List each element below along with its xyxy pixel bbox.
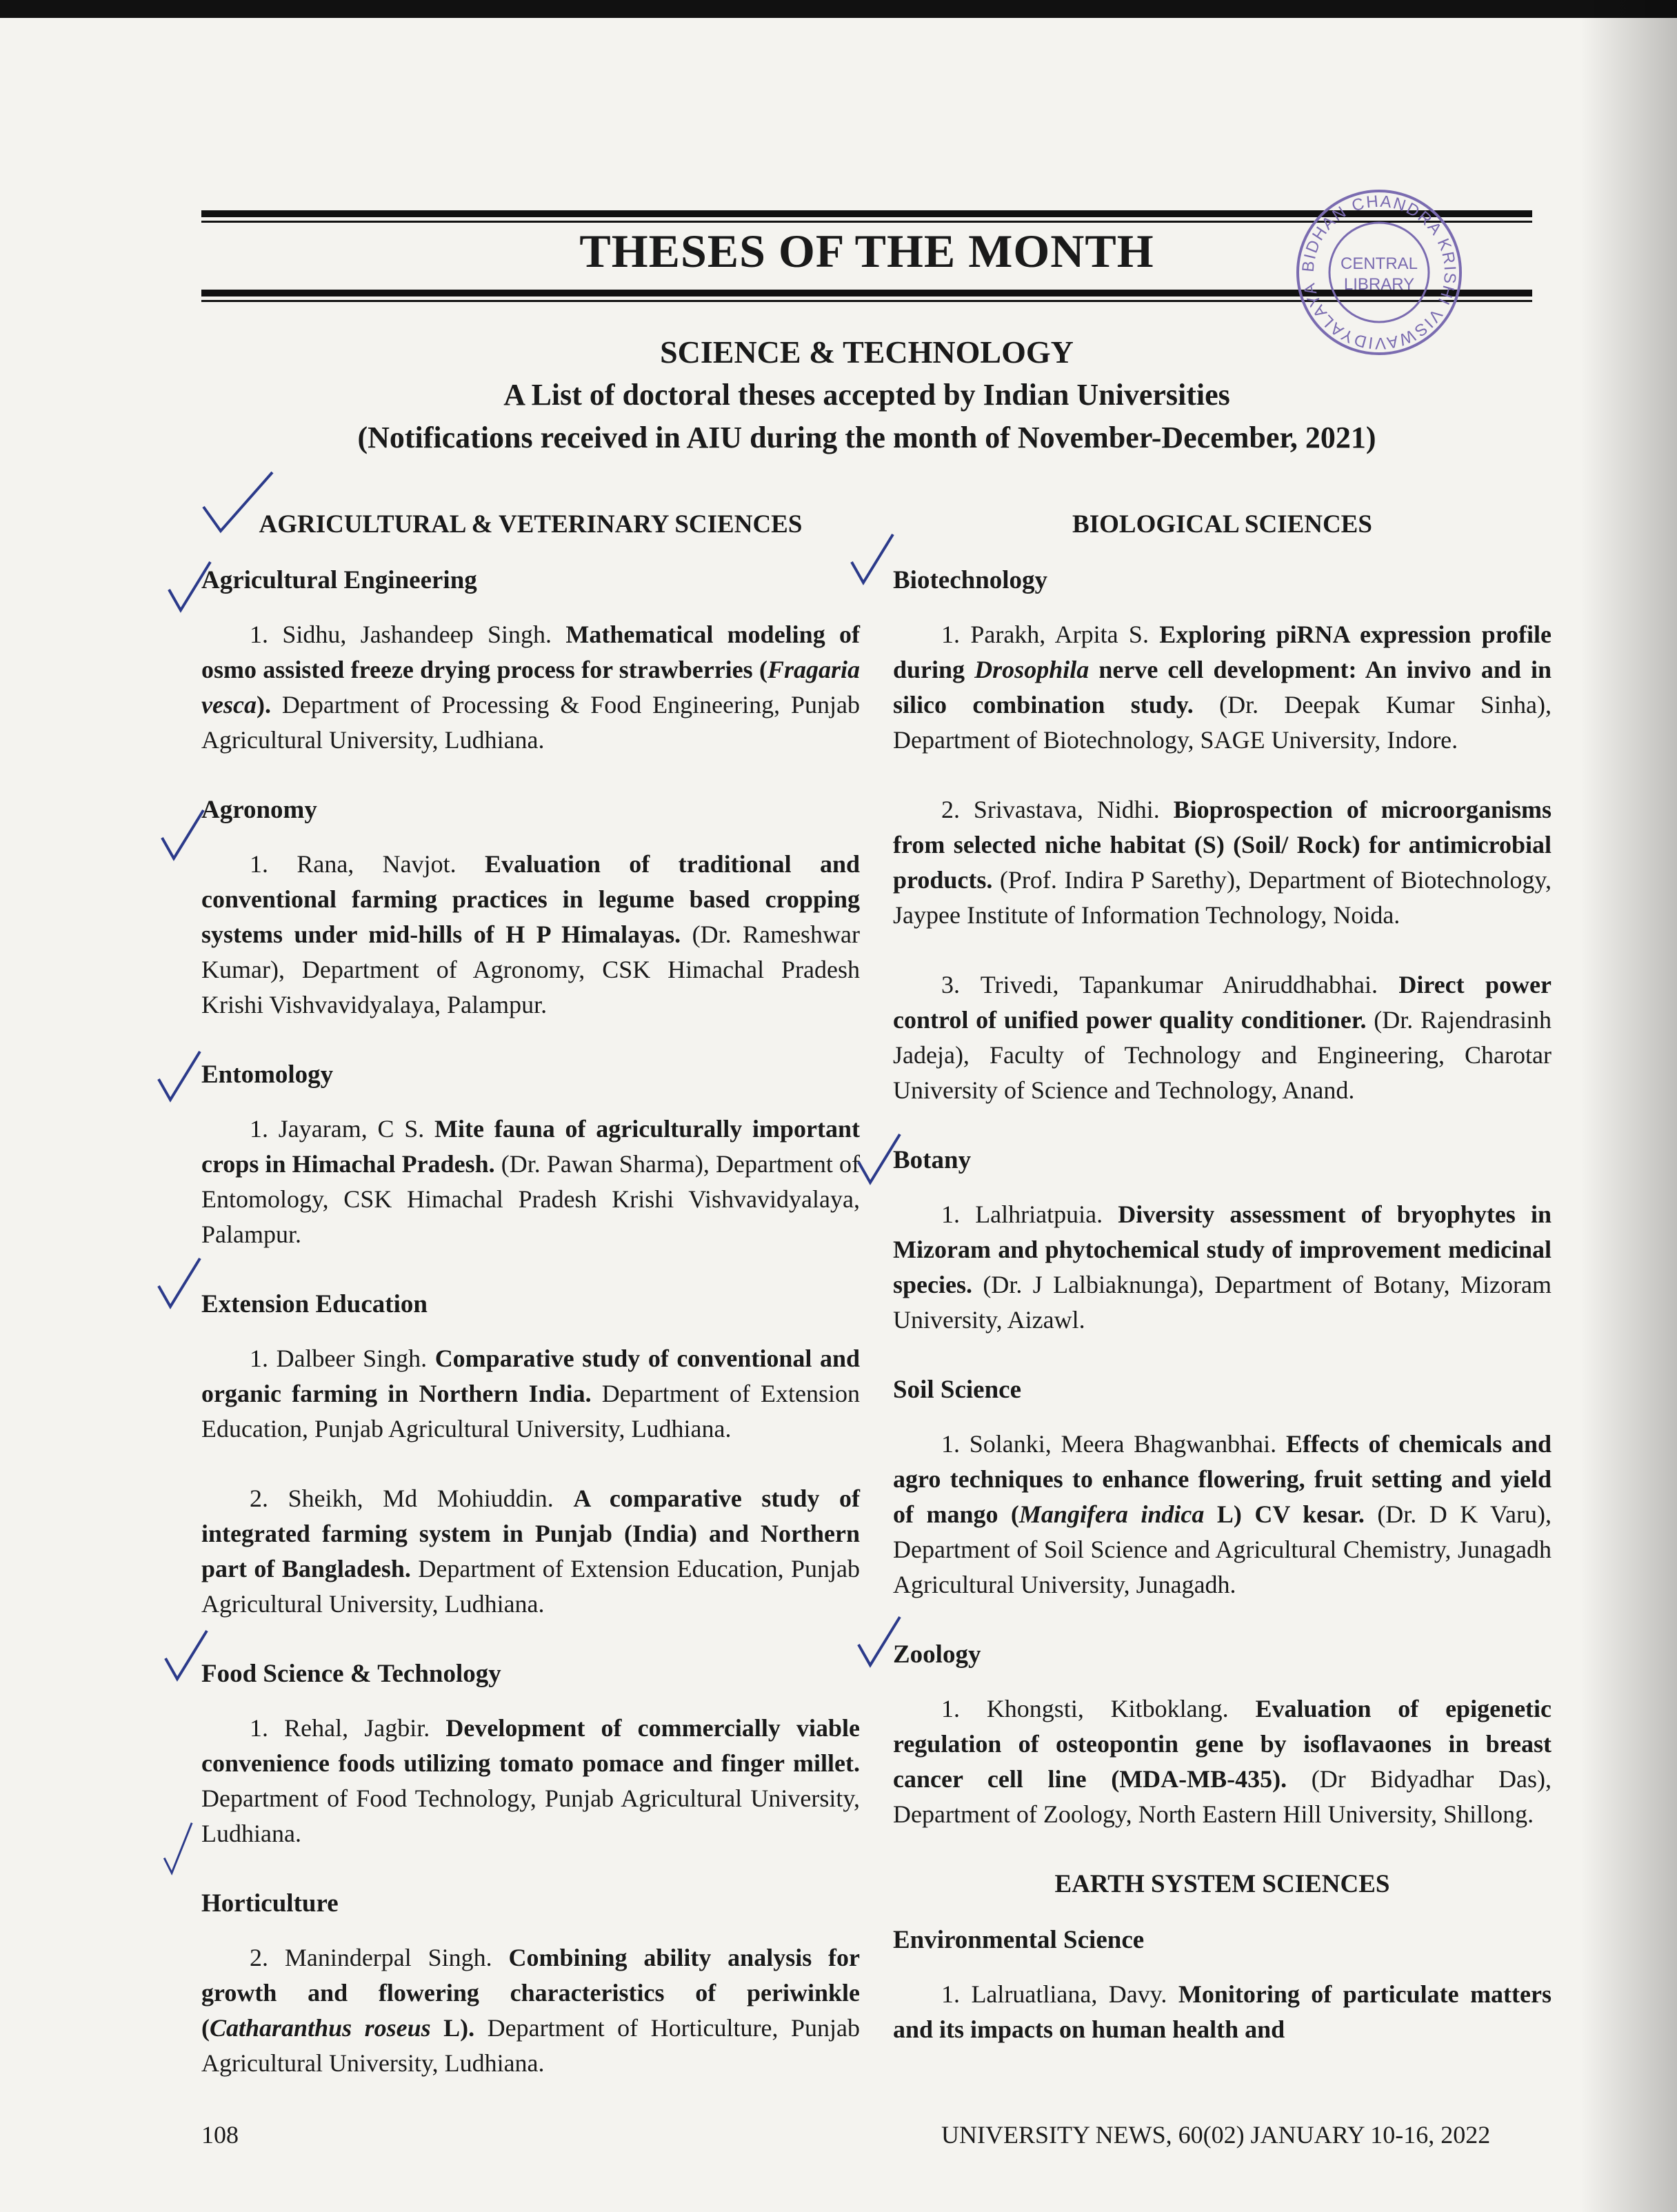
checkmark-icon — [200, 469, 276, 538]
checkmark-icon — [848, 531, 896, 586]
subsection-heading: Food Science & Technology — [201, 1660, 501, 1688]
subsection-heading: Environmental Science — [893, 1926, 1145, 1954]
checkmark-icon — [155, 1048, 203, 1103]
subsection-heading: Soil Science — [893, 1376, 1022, 1404]
thesis-entry: 2. Sheikh, Md Mohiuddin. A comparative study of integrated farming system in Punjab (India) and Northern part of Bangladesh. Department of Extension Education, Punjab Agricultural University, Ludhiana. — [201, 1485, 861, 1618]
scan-shadow — [1580, 0, 1677, 2212]
thesis-entry: 1. Rana, Navjot. Evaluation of traditional and conventional farming practices in legume based cropping systems under mid-hills of H P Himalayas. (Dr. Rameshwar Kumar), Department of Agronomy, CSK Himachal Pradesh Krishi Vishvavidyalaya, Palampur. — [201, 850, 861, 1018]
right-column — [893, 507, 1552, 2082]
subsection-heading: Botany — [893, 1146, 972, 1174]
thesis-entry: 1. Parakh, Arpita S. Exploring piRNA expression profile during Drosophila nerve cell development: An invivo and in silico combination study. (Dr. Deepak Kumar Sinha), Department of Biotechnology, SAGE University, Indore. — [893, 621, 1552, 754]
thesis-entry: 1. Sidhu, Jashandeep Singh. Mathematical modeling of osmo assisted freeze drying process for strawberries (Fragaria vesca). Department of Processing & Food Engineering, Punjab Agricultural University, Ludhiana. — [201, 621, 861, 754]
thesis-entry: 1. Jayaram, C S. Mite fauna of agriculturally important crops in Himachal Pradesh. (Dr. Pawan Sharma), Department of Entomology, CSK Himachal Pradesh Krishi Vishvavidyalaya, Palampur. — [201, 1115, 861, 1248]
subtitle-heading: A List of doctoral theses accepted by Indian Universities — [503, 378, 1230, 412]
checkmark-icon — [159, 807, 207, 862]
thesis-entry: 2. Maninderpal Singh. Combining ability analysis for growth and flowering characteristics of periwinkle (Catharanthus roseus L). Department of Horticulture, Punjab Agricultural University, Ludhiana. — [201, 1944, 861, 2077]
subsection-heading: Agricultural Engineering — [201, 566, 477, 594]
checkmark-icon — [165, 559, 214, 614]
subsection-heading: Agronomy — [201, 796, 317, 824]
journal-citation: UNIVERSITY NEWS, 60(02) JANUARY 10-16, 2022 — [941, 2121, 1491, 2149]
thesis-entry: 1. Lalhriatpuia. Diversity assessment of bryophytes in Mizoram and phytochemical study of improvement medicinal species. (Dr. J Lalbiaknunga), Department of Botany, Mizoram University, Aizawl. — [893, 1200, 1552, 1334]
stamp-ring-text: BIDHAN CHANDRA KRISHI VISWAVIDYALAYA — [1298, 192, 1460, 353]
thesis-entry: 3. Trivedi, Tapankumar Aniruddhabhai. Direct power control of unified power quality conditioner. (Dr. Rajendrasinh Jadeja), Faculty of Technology and Engineering, Charotar University of Science and Technology, Anand. — [893, 971, 1552, 1104]
subsection-heading: Extension Education — [201, 1290, 428, 1318]
page-number: 108 — [201, 2121, 239, 2149]
thesis-entry: 1. Lalruatliana, Davy. Monitoring of particulate matters and its impacts on human health and — [893, 1980, 1552, 2043]
checkmark-icon — [855, 1131, 903, 1186]
section-heading-agri: AGRICULTURAL & VETERINARY SCIENCES — [259, 510, 803, 539]
thesis-entry: 1. Rehal, Jagbir. Development of commercially viable convenience foods utilizing tomato pomace and finger millet. Department of Food Technology, Punjab Agricultural University, Ludhiana. — [201, 1714, 860, 1847]
section-heading-earth: EARTH SYSTEM SCIENCES — [1054, 1870, 1390, 1898]
subsection-heading: Zoology — [893, 1640, 981, 1669]
left-column — [201, 507, 860, 2115]
scan-top-edge — [0, 0, 1677, 18]
thesis-entry: 1. Khongsti, Kitboklang. Evaluation of epigenetic regulation of osteopontin gene by isoflavaones in breast cancer cell line (MDA-MB-435). (Dr Bidyadhar Das), Department of Zoology, North Eastern Hill University, Shillong. — [893, 1695, 1552, 1828]
page-title: THESES OF THE MONTH — [579, 225, 1154, 277]
thesis-entry: 1. Dalbeer Singh. Comparative study of conventional and organic farming in Northern India. Department of Extension Education, Punjab Agricultural University, Ludhiana. — [201, 1345, 861, 1442]
checkmark-icon — [155, 1820, 203, 1876]
thesis-entry: 1. Solanki, Meera Bhagwanbhai. Effects of chemicals and agro techniques to enhance flowering, fruit setting and yield of mango (Mangifera indica L) CV kesar. (Dr. D K Varu), Department of Soil Science and Agricultural Chemistry, Junagadh Agricultural University, Junagadh. — [893, 1430, 1552, 1598]
checkmark-icon — [855, 1613, 903, 1669]
stamp-text-central: CENTRAL — [1340, 254, 1418, 273]
subsection-heading: Entomology — [201, 1060, 334, 1089]
page-headings — [201, 331, 1532, 459]
subsection-heading: Biotechnology — [893, 566, 1048, 594]
checkmark-icon — [155, 1255, 203, 1310]
notification-heading: (Notifications received in AIU during the month of November-December, 2021) — [357, 421, 1376, 454]
section-heading-bio: BIOLOGICAL SCIENCES — [1072, 510, 1372, 539]
category-heading: SCIENCE & TECHNOLOGY — [660, 334, 1074, 370]
checkmark-icon — [162, 1627, 210, 1682]
subsection-heading: Horticulture — [201, 1889, 339, 1918]
thesis-entry: 2. Srivastava, Nidhi. Bioprospection of microorganisms from selected niche habitat (S) (Soil/ Rock) for antimicrobial products. (Prof. Indira P Sarethy), Department of Biotechnology, Jaypee Institute of Information Technology, Noida. — [893, 796, 1552, 929]
stamp-text-library: LIBRARY — [1343, 275, 1415, 294]
